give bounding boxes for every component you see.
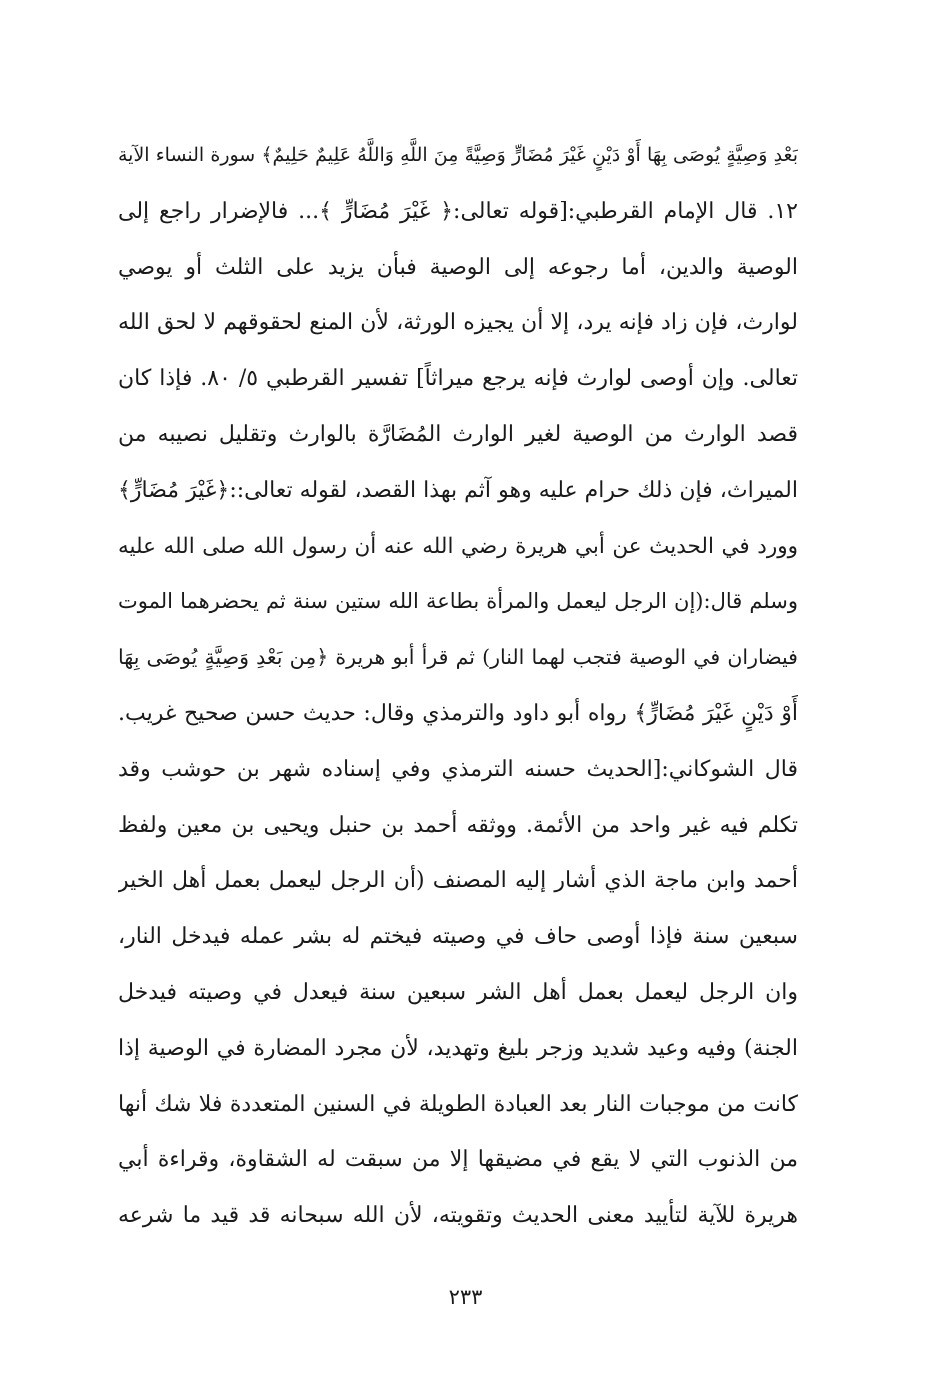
text-line: سبعين سنة فإذا أوصى حاف في وصيته فيختم له بشر عمله فيدخل النار، <box>118 924 798 950</box>
text-line: أحمد وابن ماجة الذي أشار إليه المصنف (أن الرجل ليعمل بعمل أهل الخير <box>118 868 798 894</box>
text-line: فيضاران في الوصية فتجب لهما النار) ثم قرأ أبو هريرة ﴿مِن بَعْدِ وَصِيَّةٍ يُوصَى بِهَا <box>118 645 798 670</box>
text-line: الميراث، فإن ذلك حرام عليه وهو آثم بهذا القصد، لقوله تعالى::﴿غَيْرَ مُضَارٍّ﴾ <box>118 477 798 503</box>
text-line: الجنة) وفيه وعيد شديد وزجر بليغ وتهديد، لأن مجرد المضارة في الوصية إذا <box>118 1035 798 1061</box>
text-line: قال الشوكاني:[الحديث حسنه الترمذي وفي إسناده شهر بن حوشب وقد <box>118 756 798 782</box>
text-line: بَعْدِ وَصِيَّةٍ يُوصَى بِهَا أَوْ دَيْنٍ غَيْرَ مُضَارٍّ وَصِيَّةً مِنَ اللَّهِ وَاللَّهُ عَلِيمٌ حَلِيمٌ﴾ سورة النساء الآية <box>118 144 798 166</box>
text-line: كانت من موجبات النار بعد العبادة الطويلة في السنين المتعددة فلا شك أنها <box>118 1091 798 1117</box>
text-line: من الذنوب التي لا يقع في مضيقها إلا من سبقت له الشقاوة، وقراءة أبي <box>118 1147 798 1173</box>
body-text <box>118 128 798 1244</box>
text-line: وان الرجل ليعمل بعمل أهل الشر سبعين سنة فيعدل في وصيته فيدخل <box>118 979 798 1005</box>
page-number: ٢٣٣ <box>448 1285 483 1309</box>
text-line: وورد في الحديث عن أبي هريرة رضي الله عنه أن رسول الله صلى الله عليه <box>118 533 798 559</box>
text-line: تعالى. وإن أوصى لوارث فإنه يرجع ميراثاً] تفسير القرطبي ٥/ ٨٠. فإذا كان <box>118 366 798 392</box>
text-line: وسلم قال:(إن الرجل ليعمل والمرأة بطاعة الله ستين سنة ثم يحضرهما الموت <box>118 589 798 614</box>
text-line: أَوْ دَيْنٍ غَيْرَ مُضَارٍّ﴾ رواه أبو داود والترمذي وقال: حديث حسن صحيح غريب. <box>118 700 798 726</box>
text-line: تكلم فيه غير واحد من الأئمة. ووثقه أحمد بن حنبل ويحيى بن معين ولفظ <box>118 812 798 838</box>
text-line: الوصية والدين، أما رجوعه إلى الوصية فبأن يزيد على الثلث أو يوصي <box>118 254 798 280</box>
text-line: هريرة للآية لتأييد معنى الحديث وتقويته، لأن الله سبحانه قد قيد ما شرعه <box>118 1203 798 1229</box>
text-line: ١٢. قال الإمام القرطبي:[قوله تعالى:﴿ غَيْرَ مُضَارٍّ ﴾... فالإضرار راجع إلى <box>118 198 798 224</box>
text-line: لوارث، فإن زاد فإنه يرد، إلا أن يجيزه الورثة، لأن المنع لحقوقهم لا لحق الله <box>118 310 798 336</box>
text-line: قصد الوارث من الوصية لغير الوارث المُضَارَّة بالوارث وتقليل نصيبه من <box>118 421 798 447</box>
